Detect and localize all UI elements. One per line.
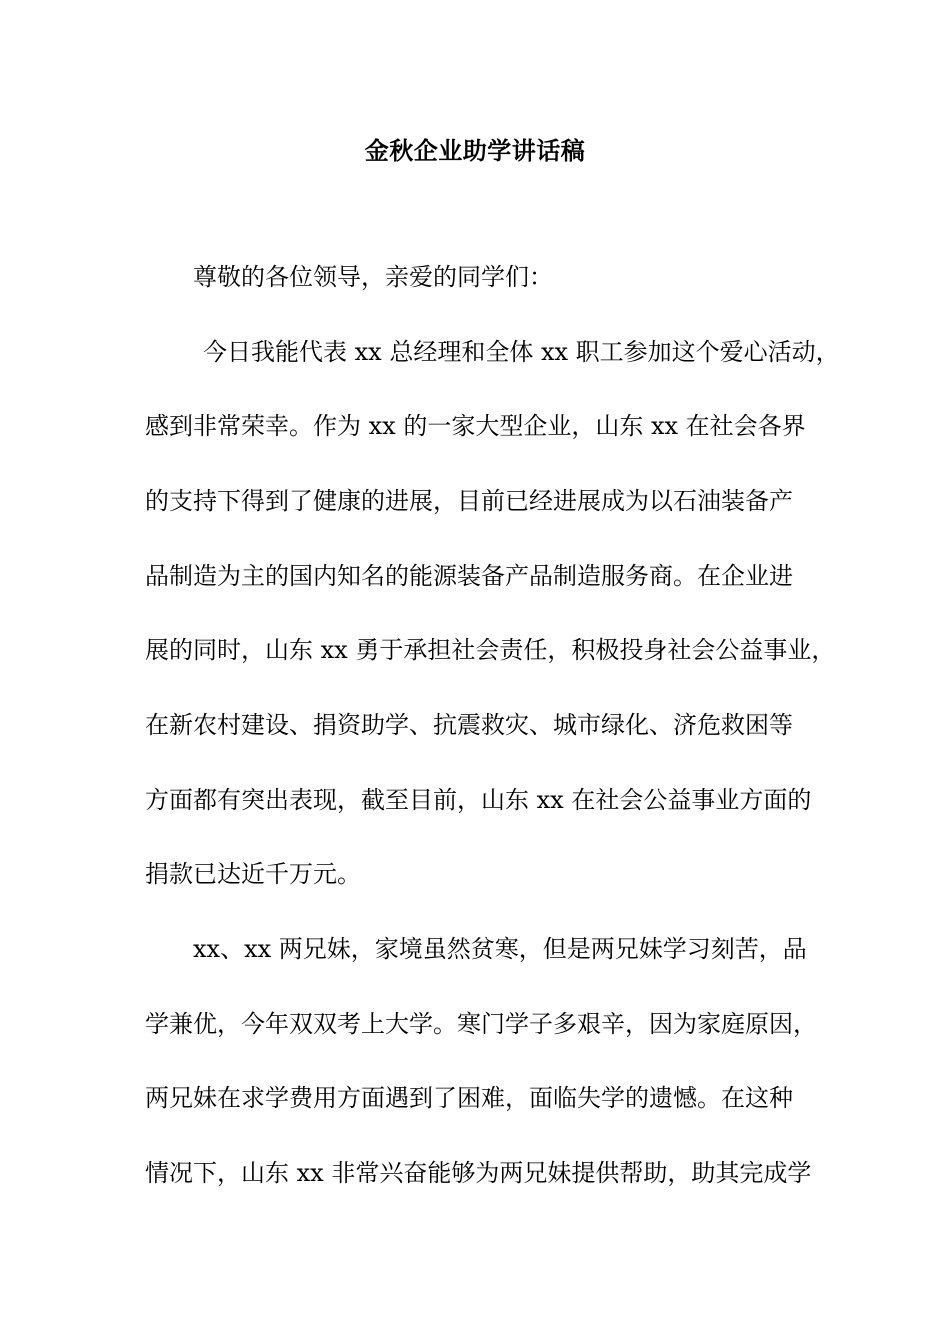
document-title: 金秋企业助学讲话稿 <box>364 136 586 165</box>
greeting-line: 尊敬的各位领导，亲爱的同学们： <box>193 263 553 291</box>
paragraph-line: 的支持下得到了健康的进展，目前已经进展成为以石油装备产 <box>145 487 793 515</box>
paragraph-line: 今日我能代表 xx 总经理和全体 xx 职工参加这个爱心活动， <box>203 338 840 366</box>
paragraph-line: 品制造为主的国内知名的能源装备产品制造服务商。在企业进 <box>145 562 793 590</box>
paragraph-line: 情况下，山东 xx 非常兴奋能够为两兄妹提供帮助，助其完成学 <box>145 1159 812 1187</box>
paragraph-line: 学兼优，今年双双考上大学。寒门学子多艰辛，因为家庭原因， <box>145 1010 817 1038</box>
paragraph-line: 展的同时，山东 xx 勇于承担社会责任，积极投身社会公益事业， <box>145 636 836 664</box>
paragraph-line: 两兄妹在求学费用方面遇到了困难，面临失学的遗憾。在这种 <box>145 1084 793 1112</box>
paragraph-line: 捐款已达近千万元。 <box>145 860 361 888</box>
paragraph-line: xx、xx 两兄妹，家境虽然贫寒，但是两兄妹学习刻苦，品 <box>193 935 807 963</box>
paragraph-line: 在新农村建设、捐资助学、抗震救灾、城市绿化、济危救困等 <box>145 711 793 739</box>
paragraph-line: 感到非常荣幸。作为 xx 的一家大型企业，山东 xx 在社会各界 <box>145 412 806 440</box>
paragraph-line: 方面都有突出表现，截至目前，山东 xx 在社会公益事业方面的 <box>145 786 812 814</box>
